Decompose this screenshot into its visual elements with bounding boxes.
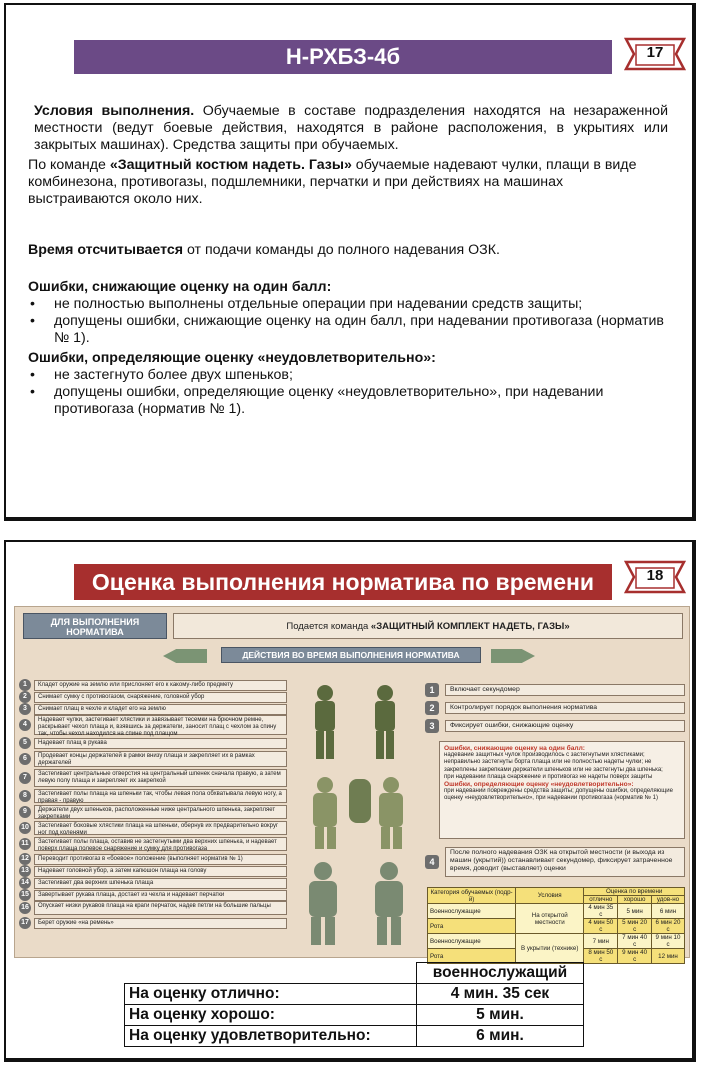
errors-text: надевание защитных чулок производилось с застегнутыми хлястиками; неправильно застегнуты борта плаща или не полностью надеты чулки; не закреплены закрепками держатели шпеньков или не застегнуты два шпенька;	[444, 752, 663, 773]
step-number: 1	[19, 679, 31, 691]
step-item	[19, 751, 287, 767]
command-prefix: Подается команда	[286, 621, 371, 632]
table-cell: 7 мин 40 с	[618, 934, 652, 949]
step-text: Надевает плащ в рукава	[34, 738, 287, 749]
step-text: Застегивает два верхних шпенька плаща	[34, 878, 287, 889]
list-item: • допущены ошибки, снижающие оценку на один балл, при надевании противогаза (норматив № 1).	[28, 313, 668, 347]
step-item	[19, 889, 287, 901]
step-item	[19, 805, 287, 819]
step-item	[19, 877, 287, 889]
slide-title: Оценка выполнения норматива по времени	[74, 564, 612, 600]
time-paragraph	[28, 242, 668, 259]
table-cell: 5 мин.	[416, 1005, 583, 1026]
table-cell: Рота	[428, 919, 516, 934]
step-number: 15	[19, 889, 31, 901]
step-number: 17	[19, 917, 31, 929]
step-text: Контролирует порядок выполнения норматива	[445, 702, 685, 714]
step-number: 13	[19, 865, 31, 877]
step-item	[19, 679, 287, 691]
arrow-icon	[163, 649, 207, 663]
time-label: Время отсчитывается	[28, 242, 184, 258]
step-text: Надевает чулки, застегивает хлястики и завязывает тесемки на брючном ремне, раскрывает чехол плаща и, взявшись за держатели, заносит плащ с чехлом за спину так, чтобы чехол находился на спине под плащом	[34, 715, 287, 735]
slide-17	[4, 3, 696, 521]
table-cell: Рота	[428, 949, 516, 964]
errors2-label: Ошибки, определяющие оценку «неудовлетворительно»:	[28, 350, 436, 366]
errors1-heading	[28, 279, 668, 296]
step-text: Снимает плащ в чехле и кладет его на землю	[34, 704, 287, 715]
time-grades-table	[427, 887, 685, 964]
command-paragraph	[28, 157, 668, 208]
command-prefix: По команде	[28, 157, 110, 173]
step-text: Снимает сумку с противогазом, снаряжение, головной убор	[34, 692, 287, 703]
step-text: Застегивает полы плаща, оставив не застегнутыми два верхних шпенька, и надевает поверх плаща полевое снаряжение и сумку для противогаза	[34, 837, 287, 851]
controller-step	[425, 701, 685, 715]
command-text: «ЗАЩИТНЫЙ КОМПЛЕКТ НАДЕТЬ, ГАЗЫ»	[370, 621, 570, 632]
table-row	[125, 984, 584, 1005]
table-cell: 7 мин	[584, 934, 618, 949]
step-number: 14	[19, 877, 31, 889]
step-number: 7	[19, 772, 31, 784]
step-item	[19, 837, 287, 851]
step-text: Застегивает боковые хлястики плаща на шпеньки, обернув их предварительно вокруг ног под коленями	[34, 821, 287, 835]
step-number: 1	[425, 683, 439, 697]
errors1-list	[28, 296, 668, 347]
table-cell: 8 мин 50 с	[584, 949, 618, 964]
step-number: 12	[19, 853, 31, 865]
table-row	[125, 1026, 584, 1047]
step-text: Берет оружие «на ремень»	[34, 918, 287, 929]
step-number: 3	[19, 703, 31, 715]
errors-text: при надевании повреждены средства защиты; допущены ошибки, определяющие оценку «неудовлетворительно», при надевании противогаза (норматив № 1)	[444, 788, 673, 802]
step-item	[19, 769, 287, 787]
table-cell: 6 мин 20 с	[651, 919, 684, 934]
table-cell: 12 мин	[651, 949, 684, 964]
conditions-paragraph	[28, 103, 668, 154]
page-number: 17	[646, 44, 664, 61]
controller-step	[425, 847, 685, 877]
step-text: Фиксирует ошибки, снижающие оценку	[445, 720, 685, 732]
step-text: Застегивает центральные отверстия на центральный шпенек сначала правую, а затем левую полу плаща и закрепляет их закрепкой	[34, 769, 287, 787]
step-number: 4	[19, 719, 31, 731]
errors-text: при надевании плаща снаряжение и противогаз не надеты поверх защиты	[444, 773, 653, 780]
table-cell: 4 мин. 35 сек	[416, 984, 583, 1005]
table-cell: Военнослужащие	[428, 934, 516, 949]
step-number: 6	[19, 753, 31, 765]
table-row	[125, 1005, 584, 1026]
step-text: Надевает головной убор, а затем капюшон плаща на голову	[34, 866, 287, 877]
step-text: Продевает концы держателей в рамки внизу плаща и закрепляет их в рамках держателей	[34, 751, 287, 767]
table-cell: 4 мин 35 с	[584, 904, 618, 919]
poster-tag: ДЛЯ ВЫПОЛНЕНИЯ НОРМАТИВА	[23, 613, 167, 639]
controller-step	[425, 719, 685, 733]
table-cell: На оценку хорошо:	[125, 1005, 417, 1026]
step-item	[19, 901, 287, 915]
step-item	[19, 865, 287, 877]
table-header: Условия	[516, 888, 584, 904]
step-number: 8	[19, 790, 31, 802]
step-text: Кладет оружие на землю или прислоняет его к какому-либо предмету	[34, 680, 287, 691]
list-item: • не застегнуто более двух шпеньков;	[28, 367, 668, 384]
poster-command	[173, 613, 683, 639]
table-header: удов-но	[651, 896, 684, 904]
step-item	[19, 853, 287, 865]
step-item	[19, 703, 287, 715]
step-text: Застегивает полы плаща на шпеньки так, чтобы левая пола обхватывала левую ногу, а правая - правую	[34, 789, 287, 803]
table-cell: На открытой местности	[516, 904, 584, 934]
table-cell: Военнослужащие	[428, 904, 516, 919]
table-cell: В укрытии (технике)	[516, 934, 584, 964]
command-label: «Защитный костюм надеть. Газы»	[109, 157, 352, 173]
errors-heading: Ошибки, снижающие оценку на один балл:	[444, 745, 585, 752]
slide-body	[28, 103, 668, 418]
table-cell: 6 мин.	[416, 1026, 583, 1047]
errors2-list	[28, 367, 668, 418]
step-text: После полного надевания ОЗК на открытой местности (и выхода из машин (укрытий)) останавливает секундомер, фиксирует затраченное время, доводит (выставляет) оценки	[445, 847, 685, 877]
table-cell: 6 мин	[651, 904, 684, 919]
actions-title: ДЕЙСТВИЯ ВО ВРЕМЯ ВЫПОЛНЕНИЯ НОРМАТИВА	[221, 647, 481, 663]
step-number: 4	[425, 855, 439, 869]
errors-box	[439, 741, 685, 839]
step-text: Включает секундомер	[445, 684, 685, 696]
time-text: от подачи команды до полного надевания ОЗК.	[183, 242, 500, 258]
table-row	[428, 904, 685, 919]
step-number: 2	[425, 701, 439, 715]
step-item	[19, 691, 287, 703]
summary-header: военнослужащий	[416, 963, 583, 984]
table-cell: 5 мин	[618, 904, 652, 919]
step-number: 10	[19, 822, 31, 834]
conditions-label: Условия выполнения.	[34, 103, 195, 119]
table-cell	[125, 963, 417, 984]
table-cell: 9 мин 40 с	[618, 949, 652, 964]
step-text: Держатели двух шпеньков, расположенные ниже центрального шпенька, закрепляет закрепками	[34, 805, 287, 819]
table-cell: 9 мин 10 с	[651, 934, 684, 949]
errors-heading: Ошибки, определяющие оценку «неудовлетворительно»:	[444, 781, 634, 789]
step-item	[19, 737, 287, 749]
step-text: Переводит противогаз в «боевое» положение (выполняет норматив № 1)	[34, 854, 287, 865]
table-cell: На оценку удовлетворительно:	[125, 1026, 417, 1047]
slide-18	[4, 540, 696, 1062]
list-item: • не полностью выполнены отдельные операции при надевании средств защиты;	[28, 296, 668, 313]
table-cell: 4 мин 50 с	[584, 919, 618, 934]
table-row	[125, 963, 584, 984]
step-number: 3	[425, 719, 439, 733]
step-number: 16	[19, 902, 31, 914]
page-number-badge	[624, 35, 686, 77]
page-number-badge	[624, 558, 686, 600]
table-header: Категория обучаемых (подр-й)	[428, 888, 516, 904]
normative-poster	[14, 606, 690, 963]
table-row	[428, 934, 685, 949]
step-item	[19, 917, 287, 929]
controller-step	[425, 683, 685, 697]
table-header: Оценка по времени	[584, 888, 685, 896]
table-cell: На оценку отлично:	[125, 984, 417, 1005]
summary-table	[124, 962, 584, 1047]
step-number: 11	[19, 838, 31, 850]
step-number: 5	[19, 737, 31, 749]
step-number: 2	[19, 691, 31, 703]
step-text: Опускает низки рукавов плаща на краги перчаток, надев петли на большие пальцы	[34, 901, 287, 915]
errors2-heading	[28, 350, 668, 367]
conditions-text: Обучаемые в составе подразделения находятся на незараженной местности (ведут боевые действия, находятся в районе расположения, в укрытиях или закрытых машинах). Средства защиты при обучаемых.	[34, 103, 668, 153]
soldier-figure-icon	[299, 681, 415, 951]
slide-title: Н-РХБЗ-4б	[74, 40, 612, 74]
table-header: хорошо	[618, 896, 652, 904]
step-item	[19, 789, 287, 803]
step-number: 9	[19, 806, 31, 818]
list-item: • допущены ошибки, определяющие оценку «неудовлетворительно», при надевании противогаза (норматив № 1).	[28, 384, 668, 418]
page-number: 18	[646, 567, 664, 584]
step-text: Завертывает рукава плаща, достает из чехла и надевает перчатки	[34, 890, 287, 901]
step-item	[19, 821, 287, 835]
table-header: отлично	[584, 896, 618, 904]
errors1-label: Ошибки, снижающие оценку на один балл:	[28, 279, 332, 295]
arrow-icon	[491, 649, 535, 663]
step-item	[19, 715, 287, 735]
command-text: обучаемые надевают чулки, плащи в виде комбинезона, противогазы, подшлемники, перчатки и при действиях на машинах выстраиваются около них.	[28, 157, 637, 207]
table-cell: 5 мин 20 с	[618, 919, 652, 934]
